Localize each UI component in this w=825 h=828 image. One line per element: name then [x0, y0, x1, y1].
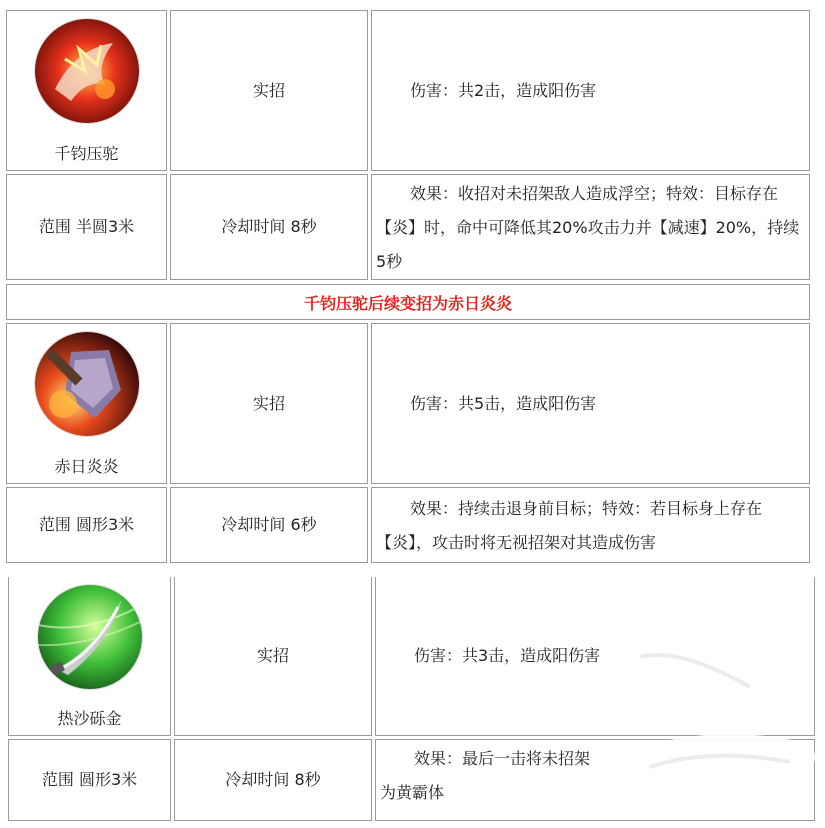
skill-damage-cell: 伤害：共2击，造成阳伤害 [371, 10, 810, 171]
skill-range-cell: 范围 圆形3米 [8, 739, 171, 821]
fire-claw-icon [35, 19, 139, 123]
skill-icon-cell [6, 10, 167, 171]
follow-up-banner: 千钧压驼后续变招为赤日炎炎 [6, 284, 810, 320]
effect-line-2: 为黄霸体 [380, 783, 445, 802]
effect-line-1: 效果：最后一击将未招架 [414, 749, 591, 768]
skill-name: 热沙砾金 [57, 709, 122, 728]
skill-type-cell: 实招 [170, 323, 368, 484]
skill-type-cell: 实招 [170, 10, 368, 171]
green-blade-icon [38, 585, 142, 689]
skill-cooldown-cell: 冷却时间 6秒 [170, 487, 368, 563]
skill-icon-cell [6, 323, 167, 484]
skill-cooldown-cell: 冷却时间 8秒 [174, 739, 372, 821]
skill-icon-cell [8, 577, 171, 736]
skill-name: 千钧压驼 [54, 144, 119, 163]
skill-table-lower [0, 577, 825, 828]
skill-type-cell: 实招 [174, 577, 372, 736]
skill-effect-cell [375, 739, 815, 821]
fire-fist-icon [35, 332, 139, 436]
skill-damage-cell: 伤害：共3击，造成阳伤害 [375, 577, 815, 736]
skill-effect-cell: 效果：持续击退身前目标；特效：若目标身上存在【炎】，攻击时将无视招架对其造成伤害 [371, 487, 810, 563]
skill-range-cell: 范围 圆形3米 [6, 487, 167, 563]
skill-damage-cell: 伤害：共5击，造成阳伤害 [371, 323, 810, 484]
skill-cooldown-cell: 冷却时间 8秒 [170, 174, 368, 280]
skill-name: 赤日炎炎 [54, 457, 119, 476]
skill-range-cell: 范围 半圆3米 [6, 174, 167, 280]
skill-effect-cell: 效果：收招对未招架敌人造成浮空；特效：目标存在【炎】时，命中可降低其20%攻击力并【减速】20%，持续5秒 [371, 174, 810, 280]
